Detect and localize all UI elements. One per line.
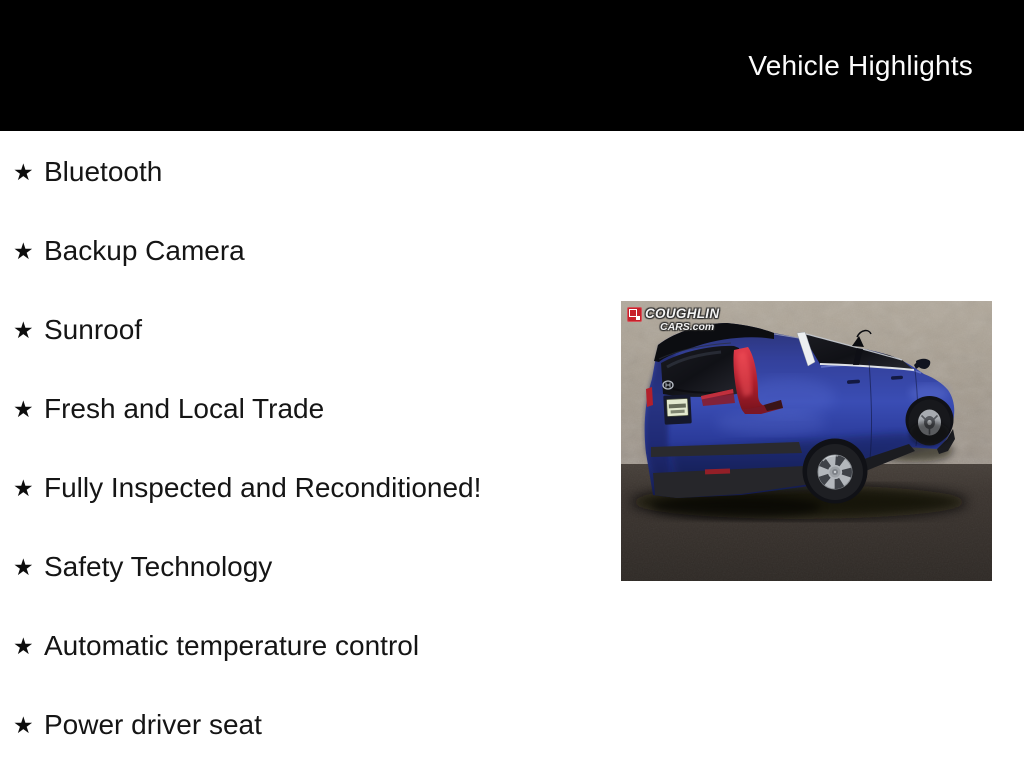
list-item bbox=[13, 152, 481, 192]
highlight-label: Safety Technology bbox=[44, 551, 273, 582]
star-bullet-icon: ★ bbox=[13, 316, 34, 343]
watermark-brand: COUGHLIN bbox=[645, 306, 720, 321]
highlight-label: Fully Inspected and Reconditioned! bbox=[44, 472, 482, 503]
front-wheel bbox=[906, 396, 954, 446]
highlight-label: Fresh and Local Trade bbox=[44, 393, 325, 424]
license-plate bbox=[663, 394, 691, 424]
vehicle-photo bbox=[621, 301, 992, 581]
star-bullet-icon: ★ bbox=[13, 395, 34, 422]
list-item bbox=[13, 547, 481, 587]
list-item bbox=[13, 705, 481, 745]
star-bullet-icon: ★ bbox=[13, 632, 34, 659]
list-item bbox=[13, 310, 481, 350]
bumper-reflector bbox=[705, 469, 730, 475]
list-item bbox=[13, 626, 481, 666]
star-bullet-icon: ★ bbox=[13, 474, 34, 501]
watermark-domain: CARS.com bbox=[660, 320, 715, 333]
highlight-label: Automatic temperature control bbox=[44, 630, 420, 661]
list-item bbox=[13, 468, 481, 508]
highlight-label: Bluetooth bbox=[44, 156, 163, 187]
vehicle-photo-illustration bbox=[621, 301, 992, 581]
coughlin-logo-icon bbox=[627, 307, 642, 322]
header-bar bbox=[0, 0, 1024, 131]
highlight-label: Sunroof bbox=[44, 314, 143, 345]
watermark bbox=[627, 307, 719, 332]
list-item bbox=[13, 389, 481, 429]
star-bullet-icon: ★ bbox=[13, 237, 34, 264]
watermark-text bbox=[645, 307, 719, 332]
page-title: Vehicle Highlights bbox=[748, 49, 973, 81]
logo-square-fill bbox=[636, 316, 640, 320]
star-bullet-icon: ★ bbox=[13, 711, 34, 738]
rear-wheel bbox=[803, 439, 868, 504]
highlight-label: Power driver seat bbox=[44, 709, 262, 740]
highlights-list bbox=[13, 152, 481, 768]
highlight-label: Backup Camera bbox=[44, 235, 245, 266]
star-bullet-icon: ★ bbox=[13, 553, 34, 580]
star-bullet-icon: ★ bbox=[13, 158, 34, 185]
list-item bbox=[13, 231, 481, 271]
